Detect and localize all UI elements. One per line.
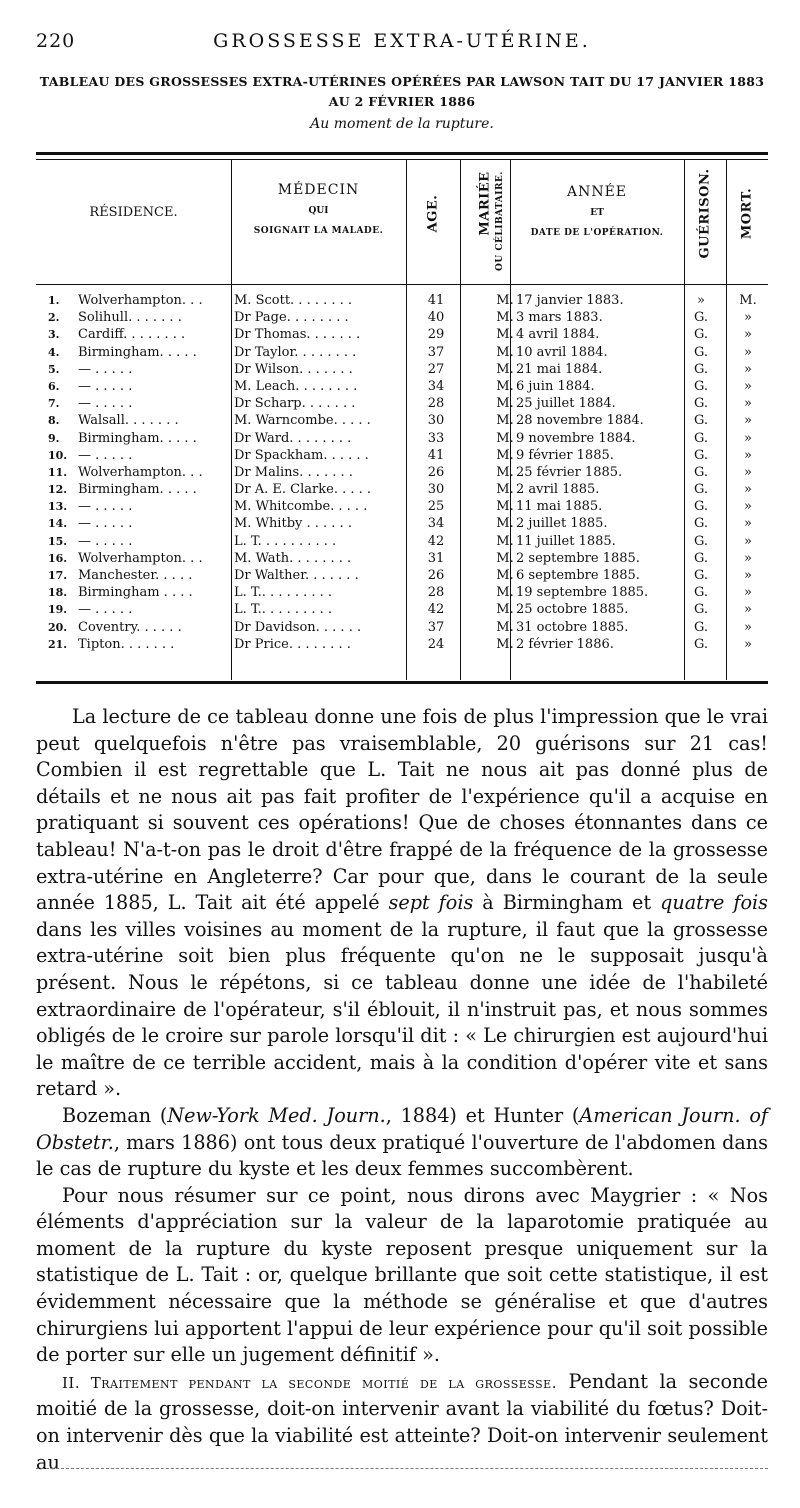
row-number: 6. <box>48 379 60 393</box>
cell-age: 30 <box>427 413 445 429</box>
cell-mariee: M. <box>496 533 514 549</box>
row-number: 1. <box>48 294 60 307</box>
cell-age: 26 <box>427 568 445 583</box>
cell-age: 34 <box>427 516 445 532</box>
cell-medecin: Dr Price. . . . . . . . <box>234 636 351 652</box>
cell-mariee: M. <box>496 327 514 343</box>
header-annee <box>510 184 684 238</box>
cell-residence: Wolverhampton. . . <box>78 293 203 308</box>
cell-date: 2 avril 1885. <box>516 482 600 498</box>
cell-mariee: M. <box>496 619 514 635</box>
cell-mariee: M. <box>496 585 514 601</box>
table-row <box>36 601 768 618</box>
cell-medecin: M. Whitcombe. . . . . <box>234 499 368 515</box>
page-header <box>36 30 768 60</box>
col-divider <box>684 160 685 284</box>
cell-medecin: M. Leach. . . . . . . . <box>234 378 358 394</box>
paragraph-2-a: Bozeman ( <box>62 1103 168 1127</box>
cell-residence: — . . . . . <box>78 396 133 412</box>
cell-mariee: M. <box>496 344 514 360</box>
cell-residence: Birmingham. . . . . <box>78 430 197 446</box>
cell-guerison: G. <box>693 430 709 446</box>
paragraph-2-b: , 1884) et Hunter ( <box>385 1103 580 1127</box>
cell-mariee: M. <box>496 499 514 515</box>
cell-mort: » <box>744 361 752 377</box>
row-number: 9. <box>48 431 60 445</box>
cell-date: 11 juillet 1885. <box>516 533 616 549</box>
header-annee-line-1: ANNÉE <box>566 184 628 200</box>
cell-residence: Birmingham. . . . . <box>78 344 197 360</box>
cell-date: 25 février 1885. <box>516 464 623 480</box>
cell-residence: Manchester. . . . . <box>78 568 193 583</box>
citation-ny-med-journ: New-York Med. Journ. <box>167 1103 386 1127</box>
cell-age: 42 <box>427 602 445 618</box>
cell-age: 31 <box>427 550 445 566</box>
section-heading: II. Traitement pendant la seconde moitié de la grossesse. <box>62 1373 557 1392</box>
cell-age: 42 <box>427 533 445 549</box>
cell-mort: » <box>744 344 752 360</box>
row-number: 14. <box>48 517 68 531</box>
row-number: 13. <box>48 500 68 514</box>
row-number: 17. <box>48 569 68 582</box>
citation-american-journ: American Journ. of Obstetr. <box>36 1103 768 1154</box>
cell-guerison: G. <box>693 361 709 377</box>
cell-guerison: G. <box>693 413 709 429</box>
cell-date: 17 janvier 1883. <box>516 293 624 308</box>
cell-residence: Walsall. . . . . . . <box>78 413 179 429</box>
cell-residence: Coventry. . . . . . <box>78 619 182 635</box>
cell-age: 28 <box>427 396 445 412</box>
cell-date: 2 février 1886. <box>516 636 614 652</box>
cell-residence: Solihull. . . . . . . <box>78 310 182 326</box>
cell-mort: M. <box>739 293 757 308</box>
table-row <box>36 447 768 464</box>
cell-age: 37 <box>427 344 445 360</box>
table-row <box>36 464 768 481</box>
cell-residence: — . . . . . <box>78 499 133 515</box>
header-medecin-line-1: MÉDECIN <box>277 182 360 198</box>
row-number: 2. <box>48 311 60 325</box>
table-title-line-1: TABLEAU DES GROSSESSES EXTRA-UTÉRINES OPÉRÉES PAR LAWSON TAIT DU 17 JANVIER 1883 <box>39 74 765 89</box>
header-age: AGE. <box>425 194 441 233</box>
header-medecin <box>231 182 406 236</box>
cell-mort: » <box>744 327 752 343</box>
cell-age: 26 <box>427 464 445 480</box>
cell-mort: » <box>744 619 752 635</box>
cell-medecin: M. Scott. . . . . . . . <box>234 293 353 308</box>
running-title: GROSSESSE EXTRA-UTÉRINE. <box>213 30 591 52</box>
footer-dotted-rule <box>36 1468 768 1469</box>
cell-medecin: Dr Davidson. . . . . . <box>234 619 362 635</box>
table-row <box>36 515 768 532</box>
cell-date: 31 octobre 1885. <box>516 619 629 635</box>
cell-mort: » <box>744 310 752 326</box>
cell-guerison: G. <box>693 619 709 635</box>
cell-residence: — . . . . . <box>78 533 133 549</box>
cell-mariee: M. <box>496 310 514 326</box>
table-row <box>36 584 768 601</box>
cell-guerison: G. <box>693 447 709 463</box>
cell-guerison: G. <box>693 464 709 480</box>
table-row <box>36 361 768 378</box>
table-row <box>36 567 768 584</box>
cell-mort: » <box>744 499 752 515</box>
cell-mariee: M. <box>496 482 514 498</box>
paragraph-2-c: , mars 1886) ont tous deux pratiqué l'ouverture de l'abdomen dans le cas de rupture du kyste et les deux femmes succombèrent. <box>36 1130 768 1181</box>
paragraph-4-text: Pendant la seconde moitié de la grossesse, doit-on intervenir avant la viabilité du fœtus? Doit-on intervenir dès que la viabilité est atteinte? Doit-on intervenir seulement au <box>36 1369 768 1474</box>
table-row <box>36 430 768 447</box>
cell-mort: » <box>744 602 752 618</box>
cell-guerison: G. <box>693 602 709 618</box>
table-row <box>36 636 768 653</box>
header-annee-line-2: ET <box>590 208 604 218</box>
cell-date: 4 avril 1884. <box>516 327 600 343</box>
cell-mariee: M. <box>496 636 514 652</box>
header-medecin-line-2: QUI <box>308 206 329 216</box>
cell-date: 25 octobre 1885. <box>516 602 629 618</box>
cell-medecin: Dr Taylor. . . . . . . . <box>234 344 357 360</box>
emphasis-sept-fois: sept fois <box>388 891 474 915</box>
cell-mariee: M. <box>496 430 514 446</box>
cell-medecin: L. T. . . . . . . . . . <box>234 533 337 549</box>
row-number: 3. <box>48 328 60 342</box>
cell-residence: Tipton. . . . . . . <box>78 636 175 652</box>
table-head-rule <box>36 159 768 160</box>
cell-date: 10 avril 1884. <box>516 344 608 360</box>
cell-residence: Wolverhampton. . . <box>78 550 203 566</box>
table-row <box>36 498 768 515</box>
cell-medecin: M. Warncombe. . . . . <box>234 413 371 429</box>
cell-medecin: Dr Thomas. . . . . . . <box>234 327 361 343</box>
cell-residence: — . . . . . <box>78 602 133 618</box>
table-row <box>36 326 768 343</box>
cell-age: 30 <box>427 482 445 498</box>
cell-guerison: G. <box>693 344 709 360</box>
cell-date: 25 juillet 1884. <box>516 396 616 412</box>
cell-medecin: L. T.. . . . . . . . . <box>234 602 333 618</box>
cell-residence: — . . . . . <box>78 378 133 394</box>
cell-mariee: M. <box>496 293 514 308</box>
table-row <box>36 309 768 326</box>
row-number: 8. <box>48 414 60 428</box>
cell-mariee: M. <box>496 396 514 412</box>
cell-mort: » <box>744 482 752 498</box>
cell-mariee: M. <box>496 378 514 394</box>
table-row <box>36 344 768 361</box>
cell-date: 2 septembre 1885. <box>516 550 640 566</box>
cell-age: 40 <box>427 310 445 326</box>
header-mariee: MARIÉE <box>477 171 493 236</box>
header-residence: RÉSIDENCE. <box>89 205 178 220</box>
cell-mort: » <box>744 516 752 532</box>
cell-date: 2 juillet 1885. <box>516 516 608 532</box>
header-mort: MORT. <box>739 187 755 240</box>
cell-guerison: G. <box>693 499 709 515</box>
body-text <box>36 704 768 1476</box>
row-number: 15. <box>48 534 68 548</box>
page-number: 220 <box>36 30 76 52</box>
header-medecin-line-3: SOIGNAIT LA MALADE. <box>253 226 384 236</box>
paragraph-1-mid: à Birmingham et <box>482 891 652 915</box>
cell-mariee: M. <box>496 550 514 566</box>
cell-residence: — . . . . . <box>78 516 133 532</box>
cell-age: 37 <box>427 619 445 635</box>
cell-medecin: Dr Page. . . . . . . . <box>234 310 349 326</box>
cell-age: 34 <box>427 378 445 394</box>
row-number: 11. <box>48 465 68 479</box>
cell-date: 6 juin 1884. <box>516 378 595 394</box>
cell-mariee: M. <box>496 602 514 618</box>
cell-age: 25 <box>427 499 445 515</box>
cell-mort: » <box>744 636 752 652</box>
cell-residence: Birmingham. . . . . <box>78 482 197 498</box>
cell-mariee: M. <box>496 361 514 377</box>
cell-mort: » <box>744 447 752 463</box>
cell-guerison: G. <box>693 636 709 652</box>
paragraph-3: Pour nous résumer sur ce point, nous dirons avec Maygrier : « Nos éléments d'appréciation sur la valeur de la laparotomie pratiquée au moment de la rupture du kyste reposent presque uniquement sur la statistique de L. Tait : or, quelque brillante que soit cette statistique, il est évidemment nécessaire que la méthode se généralise et que d'autres chirurgiens lui apportent l'appui de leur expérience pour qu'il soit possible de porter sur elle un jugement définitif ». <box>36 1183 768 1367</box>
paragraph-1-end: dans les villes voisines au moment de la rupture, il faut que la grossesse extra-utérine soit bien plus fréquente qu'on ne le supposait jusqu'à présent. Nous le répétons, si ce tableau donne une idée de l'habileté extraordinaire de l'opérateur, s'il éblouit, il n'instruit pas, et nous sommes obligés de le croire sur parole lorsqu'il dit : « Le chirurgien est aujourd'hui le maître de ce terrible accident, mais à la condition d'opérer vite et sans retard ». <box>36 917 768 1101</box>
cell-guerison: G. <box>693 378 709 394</box>
cell-age: 41 <box>427 447 445 463</box>
cell-guerison: G. <box>693 585 709 601</box>
row-number: 5. <box>48 362 60 376</box>
header-bottom-rule <box>36 284 768 285</box>
paragraph-4 <box>36 1369 768 1476</box>
table-row <box>36 412 768 429</box>
cell-mariee: M. <box>496 568 514 583</box>
cell-date: 21 mai 1884. <box>516 361 603 377</box>
cell-residence: Birmingham . . . . <box>78 585 193 601</box>
cell-guerison: G. <box>693 550 709 566</box>
cell-guerison: G. <box>693 533 709 549</box>
cell-date: 19 septembre 1885. <box>516 585 649 601</box>
cell-medecin: M. Whitby . . . . . . <box>234 516 352 532</box>
cell-medecin: Dr Walther. . . . . . . <box>234 568 359 583</box>
paragraph-2 <box>36 1103 768 1183</box>
col-divider <box>406 160 407 284</box>
cell-residence: Cardiff. . . . . . . . <box>78 327 186 343</box>
cell-date: 9 février 1885. <box>516 447 614 463</box>
cell-age: 28 <box>427 585 445 601</box>
row-number: 18. <box>48 586 68 600</box>
row-number: 4. <box>48 345 60 359</box>
table-row <box>36 481 768 498</box>
table-row <box>36 395 768 412</box>
cell-medecin: Dr Malins. . . . . . . <box>234 464 353 480</box>
cell-date: 3 mars 1883. <box>516 310 603 326</box>
table-title-line-2: AU 2 FÉVRIER 1886 <box>328 94 476 109</box>
cell-guerison: G. <box>693 310 709 326</box>
table-row <box>36 619 768 636</box>
cell-mariee: M. <box>496 413 514 429</box>
row-number: 7. <box>48 397 60 411</box>
cell-age: 29 <box>427 327 445 343</box>
table-row <box>36 550 768 567</box>
cell-mariee: M. <box>496 447 514 463</box>
cell-date: 9 novembre 1884. <box>516 430 636 446</box>
paragraph-1 <box>36 704 768 1103</box>
cell-date: 28 novembre 1884. <box>516 413 644 429</box>
cell-medecin: Dr Scharp. . . . . . . <box>234 396 356 412</box>
cell-guerison: G. <box>693 327 709 343</box>
header-guerison: GUÉRISON. <box>697 168 713 259</box>
cell-mort: » <box>744 464 752 480</box>
cell-guerison: » <box>697 293 705 308</box>
cell-mariee: M. <box>496 516 514 532</box>
cell-medecin: M. Wath. . . . . . . . <box>234 550 352 566</box>
row-number: 20. <box>48 620 68 634</box>
col-divider <box>460 160 461 284</box>
cell-age: 27 <box>427 361 445 377</box>
row-number: 16. <box>48 551 68 565</box>
cell-mort: » <box>744 413 752 429</box>
col-divider <box>726 160 727 284</box>
cell-age: 41 <box>427 293 445 308</box>
cell-guerison: G. <box>693 568 709 583</box>
row-number: 10. <box>48 448 68 462</box>
cell-residence: Wolverhampton. . . <box>78 464 203 480</box>
cell-residence: — . . . . . <box>78 361 133 377</box>
cell-guerison: G. <box>693 516 709 532</box>
header-celibataire: OU CÉLIBATAIRE. <box>495 171 505 271</box>
paragraph-1-text: La lecture de ce tableau donne une fois de plus l'impression que le vrai peut quelquefois n'être pas vraisemblable, 20 guérisons sur 21 cas! Combien il est regrettable que L. Tait ne nous ait pas donné plus de détails et ne nous ait pas fait profiter de l'expérience qu'il a acquise en pratiquant si souvent ces opérations! Que de choses étonnantes dans ce tableau! N'a-t-on pas le droit d'être frappé de la fréquence de la grossesse extra-utérine en Angleterre? Car pour que, dans le courant de la seule année 1885, L. Tait ait été appelé <box>36 705 768 915</box>
cell-mort: » <box>744 568 752 583</box>
emphasis-quatre-fois: quatre fois <box>660 891 768 915</box>
table-row <box>36 292 768 309</box>
table-body <box>36 292 768 653</box>
table-row <box>36 378 768 395</box>
cell-mariee: M. <box>496 464 514 480</box>
row-number: 21. <box>48 637 68 651</box>
cell-guerison: G. <box>693 482 709 498</box>
row-number: 12. <box>48 483 68 497</box>
cell-medecin: Dr Ward. . . . . . . . <box>234 430 352 446</box>
cell-mort: » <box>744 396 752 412</box>
cell-mort: » <box>744 585 752 601</box>
cell-age: 24 <box>427 636 445 652</box>
cell-mort: » <box>744 430 752 446</box>
table-row <box>36 533 768 550</box>
cell-mort: » <box>744 550 752 566</box>
cell-residence: — . . . . . <box>78 447 133 463</box>
row-number: 19. <box>48 603 68 617</box>
table-title <box>36 72 768 112</box>
cell-guerison: G. <box>693 396 709 412</box>
cell-date: 11 mai 1885. <box>516 499 603 515</box>
cell-age: 33 <box>427 430 445 446</box>
cell-mort: » <box>744 533 752 549</box>
header-annee-line-3: DATE DE L'OPÉRATION. <box>530 228 664 238</box>
table-subtitle: Au moment de la rupture. <box>310 116 494 132</box>
cell-medecin: L. T.. . . . . . . . . <box>234 585 333 601</box>
cell-medecin: Dr A. E. Clarke. . . . . <box>234 482 372 498</box>
cell-medecin: Dr Wilson. . . . . . . <box>234 361 353 377</box>
cell-medecin: Dr Spackham. . . . . . <box>234 447 369 463</box>
cell-mort: » <box>744 378 752 394</box>
cell-date: 6 septembre 1885. <box>516 568 640 583</box>
